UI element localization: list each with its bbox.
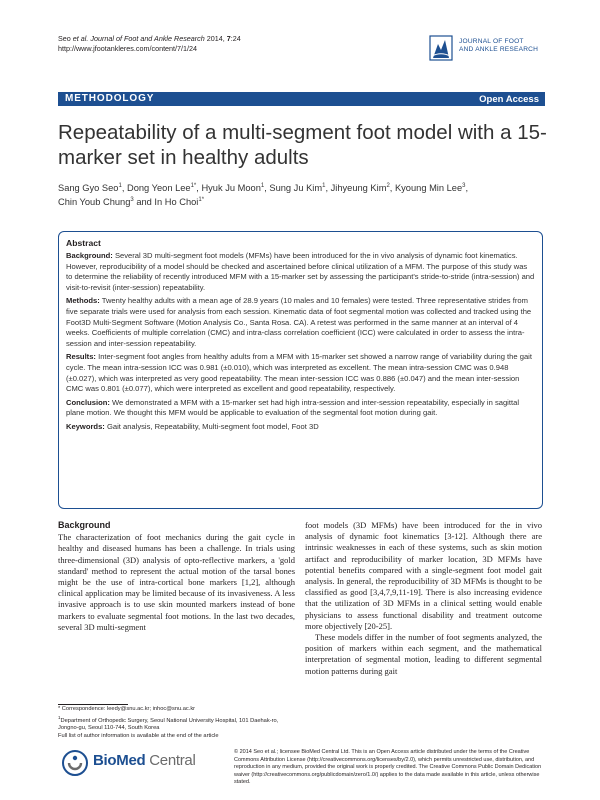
author: Jihyeung Kim$^2$, <box>330 183 395 193</box>
license-text: © 2014 Seo et al.; licensee BioMed Central Ltd. This is an Open Access article distributed under the terms of the Creative Commons Attribution License (http://creativecommons.org/licenses/by/2.0), which permits unrestricted use, distribution, and reproduction in any medium, provided the original work is properly credited. The Creative Commons Public Domain Dedication waiver (http://creativecommons.org/publicdomain/zero/1.0/) applies to the data made available in this article, unless otherwise stated. <box>234 749 542 786</box>
footnotes <box>58 706 295 741</box>
biomed-central-wordmark: BioMed Central <box>93 752 196 769</box>
running-header <box>58 34 241 54</box>
abstract-heading: Abstract <box>66 238 101 248</box>
author-list <box>58 181 558 209</box>
citation-line: Seo et al. Journal of Foot and Ankle Research 2014, 7:24 <box>58 34 241 43</box>
article-url[interactable]: http://www.jfootankleres.com/content/7/1/24 <box>58 44 198 53</box>
author: Sung Ju Kim$^1$, <box>269 183 331 193</box>
body-paragraph: These models differ in the number of foot segments analyzed, the position of markers within each segment, and the mathematical interpretation of segmental motion, leading to different segmental motion patterns during gait <box>305 632 542 676</box>
author: Hyuk Ju Moon$^1$, <box>201 183 270 193</box>
abstract-keywords: Keywords: Gait analysis, Repeatability, Multi-segment foot model, Foot 3D <box>66 421 319 431</box>
author-line-1 <box>58 181 558 195</box>
background-heading: Background <box>58 520 111 530</box>
article-title: Repeatability of a multi-segment foot model with a 15-marker set in healthy adults <box>58 121 547 169</box>
footnote-divider <box>58 704 128 705</box>
author-line-2: Chin Youb Chung$^3$ and In Ho Choi$^{1*}$ <box>58 197 205 207</box>
full-author-info-note: Full list of author information is available at the end of the article <box>58 733 219 740</box>
author: In Ho Choi$^{1*}$ <box>154 197 205 207</box>
journal-name: JOURNAL OF FOOT AND ANKLE RESEARCH <box>459 38 539 54</box>
body-paragraph: The characterization of foot mechanics during the gait cycle in healthy and diseased humans has been a challenge. In trials using three-dimensional (3D) analysis of opto-reflective markers, a 'gold standard' method to represent the actual motion of the tarsal bones might be the use of intra-cortical bone markers [1,2], although clinical application may be limited because of its invasiveness. A less invasive approach is to use skin mounted markers instead of bone markers to evaluate segmental foot motions. In the last two decades, several 3D multi-segment <box>58 532 295 632</box>
affiliation: $^1$Department of Orthopedic Surgery, Seoul National University Hospital, 101 Daehak-ro, Jongno-gu, Seoul 110-744, South Korea <box>58 714 279 732</box>
abstract-box <box>58 231 543 509</box>
abstract-results: Results: Inter-segment foot angles from healthy adults from a MFM with 15-marker set showed a narrow range of variability during the gait cycle. The mean intra-session ICC was 0.981 (±0.010), which was interpreted as excellent. The mean intra-session CMC was 0.948 (±0.027), which was interpreted as very good repeatability. The mean inter-session ICC was 0.886 (±0.047) and the mean inter-session CMC was 0.801 (±0.077), which were interpreted as excellent and good repeatability, respectively. <box>66 352 532 394</box>
abstract-methods: Methods: Twenty healthy adults with a mean age of 28.9 years (10 males and 10 females) were tested. Three representative strides from five separate trials were used for analysis from each session. Kinematic data of foot segmental motion was collected and tracked using the Foot3D Multi-Segment Software (Motion Analysis Co., Santa Rosa. CA). A retest was performed in the same manner at an interval of 4 weeks. Coefficients of multiple correlation (CMC) and intra-class correlation coefficient (ICC) were calculated in order to assess the intra-session and inter-session repeatability. <box>66 296 532 348</box>
body-column-right <box>305 520 542 677</box>
body-paragraph: foot models (3D MFMs) have been introduced for the in vivo analysis of dynamic foot kinematics [3-12]. Although there are intrinsic weaknesses in each of these systems, such as skin motion artifact and reproducibility of marker location, 3D MFMs have potential benefits compared with a single-segment foot model gait analysis. In general, the reproducibility of 3D MFMs is thought to be classified as good [3,4,7,9,11-19]. There is also increasing evidence that the utilization of 3D MFMs in a clinical setting would enable physicians to assess functional disability and treatment outcome more objectively [20-25]. <box>305 520 542 631</box>
author: Sang Gyo Seo$^1$, <box>58 183 127 193</box>
correspondence: * Correspondence: leedy@snu.ac.kr; inhoc@snu.ac.kr <box>58 706 196 712</box>
section-label: METHODOLOGY <box>65 93 155 104</box>
body-column-left <box>58 520 295 633</box>
author: Chin Youb Chung$^3$ <box>58 197 134 207</box>
abstract-conclusion: Conclusion: We demonstrated a MFM with a 15-marker set had high intra-session and inter-session repeatability, especially in sagittal plane motion. We thought this MFM would be applicable to evaluation of the segmental foot motion during gait. <box>66 397 520 418</box>
open-access-badge: Open Access <box>479 93 539 105</box>
abstract-background: Background: Several 3D multi-segment foot models (MFMs) have been introduced for the in vivo analysis of dynamic foot kinematics. However, reproducibility of a model should be checked and ascertained before clinical utilization of a MFM. The purpose of this study was to determine the reliability of recently introduced MFM with a 15-marker set by assessing the participant's stride-to-stride (intra-session) and visit-to-revisit (inter-session) repeatability. <box>66 251 535 292</box>
section-bar <box>58 92 545 106</box>
author: Dong Yeon Lee$^{1*}$, <box>127 183 202 193</box>
author: Kyoung Min Lee$^3$, <box>394 183 469 193</box>
